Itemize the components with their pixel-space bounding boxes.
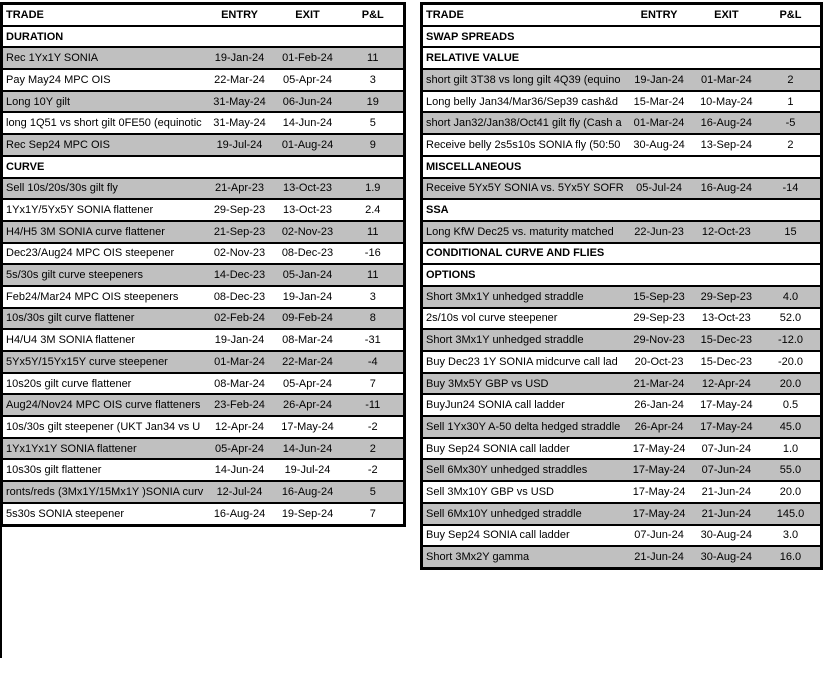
pnl-cell[interactable]: 1 <box>761 91 822 113</box>
column-header-entry[interactable]: ENTRY <box>207 4 273 26</box>
trade-cell[interactable]: BuyJun24 SONIA call ladder <box>422 394 627 416</box>
pnl-cell[interactable]: 3 <box>343 69 405 91</box>
trade-cell[interactable]: 10s30s gilt flattener <box>2 459 207 481</box>
exit-cell[interactable]: 15-Dec-23 <box>692 329 761 351</box>
pnl-cell[interactable]: 19 <box>343 91 405 113</box>
trade-cell[interactable]: Sell 3Mx10Y GBP vs USD <box>422 481 627 503</box>
trade-cell[interactable]: Buy Sep24 SONIA call ladder <box>422 438 627 460</box>
table-row <box>422 394 822 416</box>
entry-cell[interactable]: 07-Jun-24 <box>626 525 691 547</box>
exit-cell[interactable]: 14-Jun-24 <box>273 112 343 134</box>
entry-cell[interactable]: 26-Apr-24 <box>626 416 691 438</box>
table-row <box>2 221 405 243</box>
exit-cell[interactable]: 13-Oct-23 <box>273 178 343 200</box>
trade-cell[interactable]: Long KfW Dec25 vs. maturity matched <box>422 221 627 243</box>
exit-cell[interactable]: 13-Oct-23 <box>273 199 343 221</box>
entry-cell[interactable]: 21-Sep-23 <box>207 221 273 243</box>
entry-cell[interactable]: 26-Jan-24 <box>626 394 691 416</box>
table-row <box>2 69 405 91</box>
table-row <box>422 329 822 351</box>
section-title[interactable]: SWAP SPREADS <box>422 26 822 48</box>
table-row <box>2 329 405 351</box>
exit-cell[interactable]: 19-Sep-24 <box>273 503 343 525</box>
pnl-cell[interactable]: 20.0 <box>761 481 822 503</box>
pnl-cell[interactable]: -31 <box>343 329 405 351</box>
table-row <box>422 112 822 134</box>
entry-cell[interactable]: 02-Feb-24 <box>207 308 273 330</box>
table-row <box>422 134 822 156</box>
pnl-cell[interactable]: -14 <box>761 178 822 200</box>
exit-cell[interactable]: 19-Jan-24 <box>273 286 343 308</box>
pnl-cell[interactable]: -16 <box>343 243 405 265</box>
exit-cell[interactable]: 21-Jun-24 <box>692 481 761 503</box>
pnl-cell[interactable]: -20.0 <box>761 351 822 373</box>
table-row <box>2 308 405 330</box>
trade-cell[interactable]: H4/U4 3M SONIA flattener <box>2 329 207 351</box>
pnl-cell[interactable]: 16.0 <box>761 546 822 568</box>
entry-cell[interactable]: 15-Mar-24 <box>626 91 691 113</box>
entry-cell[interactable]: 17-May-24 <box>626 503 691 525</box>
exit-cell[interactable]: 16-Aug-24 <box>692 112 761 134</box>
entry-cell[interactable]: 14-Dec-23 <box>207 264 273 286</box>
entry-cell[interactable]: 15-Sep-23 <box>626 286 691 308</box>
pnl-cell[interactable]: 3 <box>343 286 405 308</box>
trade-cell[interactable]: Short 3Mx1Y unhedged straddle <box>422 286 627 308</box>
pnl-cell[interactable]: -5 <box>761 112 822 134</box>
entry-cell[interactable]: 02-Nov-23 <box>207 243 273 265</box>
section-title[interactable]: SSA <box>422 199 822 221</box>
table-row <box>2 394 405 416</box>
trade-cell[interactable]: Dec23/Aug24 MPC OIS steepener <box>2 243 207 265</box>
pnl-cell[interactable]: 2 <box>761 69 822 91</box>
section-header-row <box>2 26 405 48</box>
exit-cell[interactable]: 02-Nov-23 <box>273 221 343 243</box>
table-row <box>2 112 405 134</box>
entry-cell[interactable]: 01-Mar-24 <box>207 351 273 373</box>
exit-cell[interactable]: 17-May-24 <box>692 394 761 416</box>
pnl-cell[interactable]: 9 <box>343 134 405 156</box>
table-row <box>422 481 822 503</box>
trade-cell[interactable]: long 1Q51 vs short gilt 0FE50 (equinotic <box>2 112 207 134</box>
trade-cell[interactable]: ronts/reds (3Mx1Y/15Mx1Y )SONIA curv <box>2 481 207 503</box>
entry-cell[interactable]: 19-Jan-24 <box>207 47 273 69</box>
exit-cell[interactable]: 21-Jun-24 <box>692 503 761 525</box>
trade-cell[interactable]: Buy Sep24 SONIA call ladder <box>422 525 627 547</box>
spreadsheet-gridline-stub <box>0 525 2 658</box>
table-row <box>2 481 405 503</box>
entry-cell[interactable]: 12-Jul-24 <box>207 481 273 503</box>
exit-cell[interactable]: 30-Aug-24 <box>692 546 761 568</box>
entry-cell[interactable]: 12-Apr-24 <box>207 416 273 438</box>
entry-cell[interactable]: 08-Dec-23 <box>207 286 273 308</box>
exit-cell[interactable]: 08-Mar-24 <box>273 329 343 351</box>
exit-cell[interactable]: 13-Sep-24 <box>692 134 761 156</box>
trade-cell[interactable]: Receive 5Yx5Y SONIA vs. 5Yx5Y SOFR <box>422 178 627 200</box>
trade-cell[interactable]: Rec 1Yx1Y SONIA <box>2 47 207 69</box>
pnl-cell[interactable]: 7 <box>343 503 405 525</box>
table-row <box>2 134 405 156</box>
trade-cell[interactable]: 5Yx5Y/15Yx15Y curve steepener <box>2 351 207 373</box>
table-row <box>422 91 822 113</box>
table-row <box>2 264 405 286</box>
table-row <box>2 459 405 481</box>
entry-cell[interactable]: 08-Mar-24 <box>207 373 273 395</box>
entry-cell[interactable]: 16-Aug-24 <box>207 503 273 525</box>
table-row <box>422 308 822 330</box>
pnl-cell[interactable]: 2.4 <box>343 199 405 221</box>
table-row <box>422 69 822 91</box>
table-row <box>422 351 822 373</box>
table-row <box>422 373 822 395</box>
trade-cell[interactable]: 10s20s gilt curve flattener <box>2 373 207 395</box>
pnl-cell[interactable]: 1.9 <box>343 178 405 200</box>
pnl-cell[interactable]: 1.0 <box>761 438 822 460</box>
table-row <box>2 286 405 308</box>
exit-cell[interactable]: 05-Jan-24 <box>273 264 343 286</box>
column-header-trade[interactable]: TRADE <box>422 4 627 26</box>
exit-cell[interactable]: 09-Feb-24 <box>273 308 343 330</box>
entry-cell[interactable]: 20-Oct-23 <box>626 351 691 373</box>
trade-blotter-right-table <box>420 2 823 570</box>
column-header-row <box>2 4 405 26</box>
section-header-row <box>422 243 822 265</box>
trade-cell[interactable]: Short 3Mx2Y gamma <box>422 546 627 568</box>
exit-cell[interactable]: 19-Jul-24 <box>273 459 343 481</box>
table-row <box>2 91 405 113</box>
table-row <box>422 546 822 568</box>
trade-cell[interactable]: short Jan32/Jan38/Oct41 gilt fly (Cash a <box>422 112 627 134</box>
exit-cell[interactable]: 15-Dec-23 <box>692 351 761 373</box>
pnl-cell[interactable]: 0.5 <box>761 394 822 416</box>
pnl-cell[interactable]: 11 <box>343 47 405 69</box>
pnl-cell[interactable]: 5 <box>343 112 405 134</box>
table-row <box>2 178 405 200</box>
exit-cell[interactable]: 26-Apr-24 <box>273 394 343 416</box>
pnl-cell[interactable]: 5 <box>343 481 405 503</box>
entry-cell[interactable]: 30-Aug-24 <box>626 134 691 156</box>
trade-cell[interactable]: Receive belly 2s5s10s SONIA fly (50:50 <box>422 134 627 156</box>
section-title[interactable]: MISCELLANEOUS <box>422 156 822 178</box>
exit-cell[interactable]: 17-May-24 <box>692 416 761 438</box>
table-row <box>2 373 405 395</box>
trade-cell[interactable]: 5s/30s gilt curve steepeners <box>2 264 207 286</box>
column-header-pnl[interactable]: P&L <box>343 4 405 26</box>
pnl-cell[interactable]: 4.0 <box>761 286 822 308</box>
pnl-cell[interactable]: 145.0 <box>761 503 822 525</box>
pnl-cell[interactable]: 45.0 <box>761 416 822 438</box>
exit-cell[interactable]: 22-Mar-24 <box>273 351 343 373</box>
trade-cell[interactable]: Sell 1Yx30Y A-50 delta hedged straddle <box>422 416 627 438</box>
trade-cell[interactable]: Buy 3Mx5Y GBP vs USD <box>422 373 627 395</box>
section-title[interactable]: CONDITIONAL CURVE AND FLIES <box>422 243 822 265</box>
table-row <box>422 503 822 525</box>
trade-cell[interactable]: H4/H5 3M SONIA curve flattener <box>2 221 207 243</box>
table-row <box>422 459 822 481</box>
section-header-row <box>422 26 822 48</box>
trade-cell[interactable]: 1Yx1Yx1Y SONIA flattener <box>2 438 207 460</box>
table-row <box>2 416 405 438</box>
exit-cell[interactable]: 06-Jun-24 <box>273 91 343 113</box>
table-row <box>422 438 822 460</box>
exit-cell[interactable]: 07-Jun-24 <box>692 459 761 481</box>
trade-cell[interactable]: Sell 10s/20s/30s gilt fly <box>2 178 207 200</box>
pnl-cell[interactable]: 11 <box>343 264 405 286</box>
right-table-body <box>422 4 822 569</box>
section-header-row <box>422 199 822 221</box>
pnl-cell[interactable]: 2 <box>761 134 822 156</box>
entry-cell[interactable]: 31-May-24 <box>207 91 273 113</box>
trade-cell[interactable]: 5s30s SONIA steepener <box>2 503 207 525</box>
exit-cell[interactable]: 05-Apr-24 <box>273 373 343 395</box>
trade-cell[interactable]: Rec Sep24 MPC OIS <box>2 134 207 156</box>
trade-cell[interactable]: Short 3Mx1Y unhedged straddle <box>422 329 627 351</box>
trade-cell[interactable]: short gilt 3T38 vs long gilt 4Q39 (equino <box>422 69 627 91</box>
entry-cell[interactable]: 21-Jun-24 <box>626 546 691 568</box>
pnl-cell[interactable]: -2 <box>343 459 405 481</box>
trade-cell[interactable]: Feb24/Mar24 MPC OIS steepeners <box>2 286 207 308</box>
exit-cell[interactable]: 10-May-24 <box>692 91 761 113</box>
pnl-cell[interactable]: 52.0 <box>761 308 822 330</box>
trade-cell[interactable]: Long belly Jan34/Mar36/Sep39 cash&d <box>422 91 627 113</box>
table-row <box>422 525 822 547</box>
exit-cell[interactable]: 07-Jun-24 <box>692 438 761 460</box>
entry-cell[interactable]: 22-Jun-23 <box>626 221 691 243</box>
trade-cell[interactable]: Pay May24 MPC OIS <box>2 69 207 91</box>
pnl-cell[interactable]: 8 <box>343 308 405 330</box>
section-title[interactable]: DURATION <box>2 26 405 48</box>
entry-cell[interactable]: 31-May-24 <box>207 112 273 134</box>
entry-cell[interactable]: 05-Apr-24 <box>207 438 273 460</box>
pnl-cell[interactable]: 3.0 <box>761 525 822 547</box>
exit-cell[interactable]: 29-Sep-23 <box>692 286 761 308</box>
trade-cell[interactable]: 2s/10s vol curve steepener <box>422 308 627 330</box>
table-row <box>422 221 822 243</box>
table-row <box>422 286 822 308</box>
entry-cell[interactable]: 21-Apr-23 <box>207 178 273 200</box>
entry-cell[interactable]: 19-Jul-24 <box>207 134 273 156</box>
pnl-cell[interactable]: 2 <box>343 438 405 460</box>
section-title[interactable]: OPTIONS <box>422 264 822 286</box>
exit-cell[interactable]: 01-Feb-24 <box>273 47 343 69</box>
trade-cell[interactable]: 10s/30s gilt curve flattener <box>2 308 207 330</box>
exit-cell[interactable]: 01-Aug-24 <box>273 134 343 156</box>
table-row <box>2 199 405 221</box>
pnl-cell[interactable]: 20.0 <box>761 373 822 395</box>
table-row <box>2 503 405 525</box>
trade-blotter-left-table <box>0 2 406 527</box>
exit-cell[interactable]: 13-Oct-23 <box>692 308 761 330</box>
section-title[interactable]: RELATIVE VALUE <box>422 47 822 69</box>
pnl-cell[interactable]: -2 <box>343 416 405 438</box>
trade-cell[interactable]: Aug24/Nov24 MPC OIS curve flatteners <box>2 394 207 416</box>
column-header-exit[interactable]: EXIT <box>692 4 761 26</box>
trade-cell[interactable]: Buy Dec23 1Y SONIA midcurve call lad <box>422 351 627 373</box>
exit-cell[interactable]: 17-May-24 <box>273 416 343 438</box>
exit-cell[interactable]: 12-Apr-24 <box>692 373 761 395</box>
section-header-row <box>422 156 822 178</box>
entry-cell[interactable]: 21-Mar-24 <box>626 373 691 395</box>
section-title[interactable]: CURVE <box>2 156 405 178</box>
trade-cell[interactable]: Sell 6Mx30Y unhedged straddles <box>422 459 627 481</box>
exit-cell[interactable]: 12-Oct-23 <box>692 221 761 243</box>
table-row <box>2 438 405 460</box>
trade-cell[interactable]: 10s/30s gilt steepener (UKT Jan34 vs U <box>2 416 207 438</box>
section-header-row <box>422 264 822 286</box>
exit-cell[interactable]: 08-Dec-23 <box>273 243 343 265</box>
pnl-cell[interactable]: 7 <box>343 373 405 395</box>
trade-cell[interactable]: 1Yx1Y/5Yx5Y SONIA flattener <box>2 199 207 221</box>
exit-cell[interactable]: 01-Mar-24 <box>692 69 761 91</box>
table-row <box>2 351 405 373</box>
column-header-row <box>422 4 822 26</box>
table-row <box>422 178 822 200</box>
exit-cell[interactable]: 14-Jun-24 <box>273 438 343 460</box>
pnl-cell[interactable]: 11 <box>343 221 405 243</box>
section-header-row <box>422 47 822 69</box>
column-header-pnl[interactable]: P&L <box>761 4 822 26</box>
pnl-cell[interactable]: -12.0 <box>761 329 822 351</box>
column-header-trade[interactable]: TRADE <box>2 4 207 26</box>
exit-cell[interactable]: 16-Aug-24 <box>273 481 343 503</box>
entry-cell[interactable]: 22-Mar-24 <box>207 69 273 91</box>
trade-cell[interactable]: Sell 6Mx10Y unhedged straddle <box>422 503 627 525</box>
pnl-cell[interactable]: 15 <box>761 221 822 243</box>
table-row <box>422 416 822 438</box>
entry-cell[interactable]: 19-Jan-24 <box>207 329 273 351</box>
exit-cell[interactable]: 16-Aug-24 <box>692 178 761 200</box>
left-table-body <box>2 4 405 526</box>
entry-cell[interactable]: 29-Sep-23 <box>207 199 273 221</box>
entry-cell[interactable]: 17-May-24 <box>626 459 691 481</box>
table-row <box>2 243 405 265</box>
entry-cell[interactable]: 23-Feb-24 <box>207 394 273 416</box>
entry-cell[interactable]: 29-Nov-23 <box>626 329 691 351</box>
entry-cell[interactable]: 05-Jul-24 <box>626 178 691 200</box>
entry-cell[interactable]: 19-Jan-24 <box>626 69 691 91</box>
section-header-row <box>2 156 405 178</box>
column-header-exit[interactable]: EXIT <box>273 4 343 26</box>
pnl-cell[interactable]: -11 <box>343 394 405 416</box>
entry-cell[interactable]: 01-Mar-24 <box>626 112 691 134</box>
column-header-entry[interactable]: ENTRY <box>626 4 691 26</box>
table-row <box>2 47 405 69</box>
entry-cell[interactable]: 29-Sep-23 <box>626 308 691 330</box>
entry-cell[interactable]: 17-May-24 <box>626 438 691 460</box>
trade-cell[interactable]: Long 10Y gilt <box>2 91 207 113</box>
entry-cell[interactable]: 14-Jun-24 <box>207 459 273 481</box>
entry-cell[interactable]: 17-May-24 <box>626 481 691 503</box>
pnl-cell[interactable]: -4 <box>343 351 405 373</box>
pnl-cell[interactable]: 55.0 <box>761 459 822 481</box>
exit-cell[interactable]: 05-Apr-24 <box>273 69 343 91</box>
exit-cell[interactable]: 30-Aug-24 <box>692 525 761 547</box>
